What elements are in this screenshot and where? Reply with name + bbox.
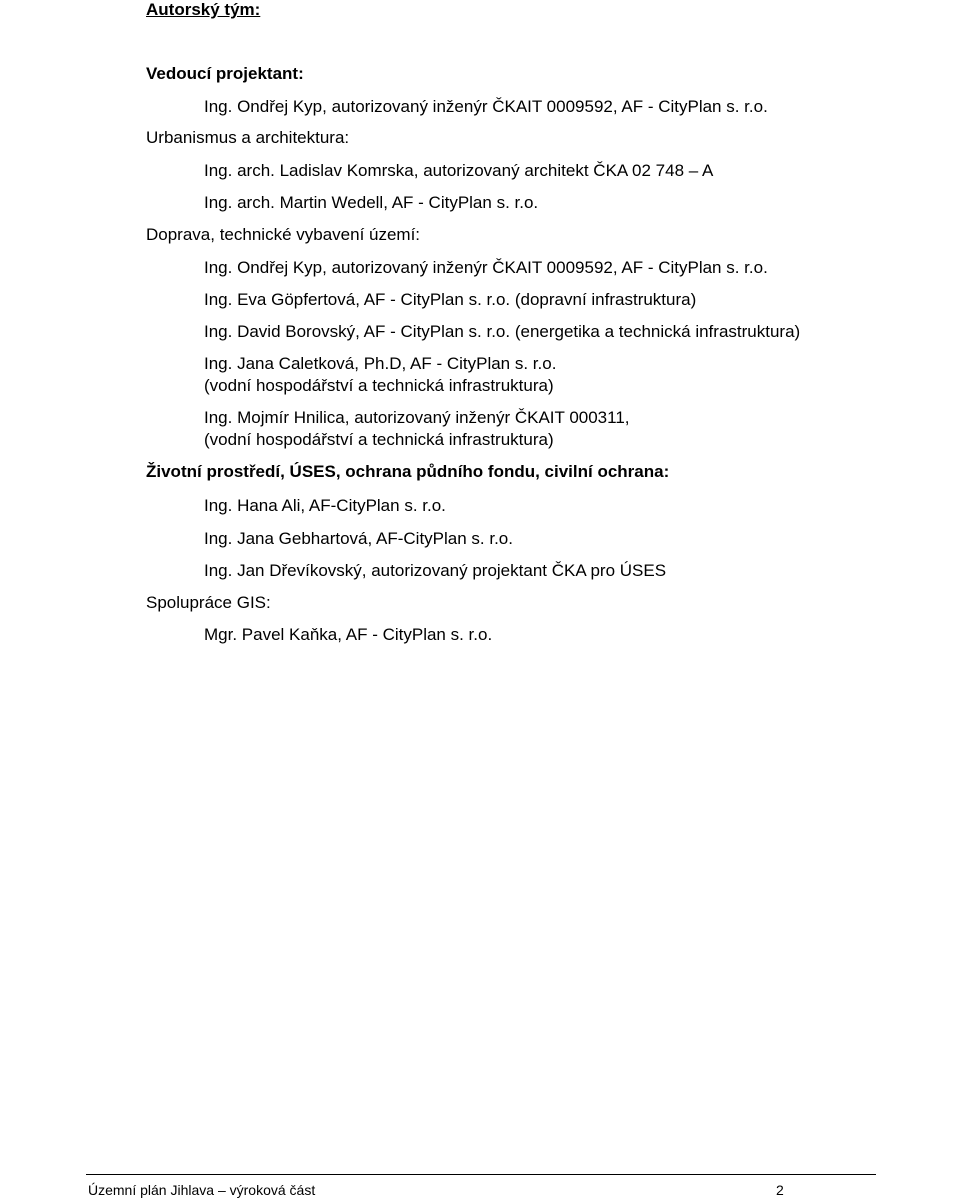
person-line: Ing. arch. Martin Wedell, AF - CityPlan s. r.o. [204, 193, 539, 212]
section-heading-transport: Doprava, technické vybavení území: [146, 225, 421, 244]
footer-divider [86, 1174, 876, 1175]
person-line: Ing. Eva Göpfertová, AF - CityPlan s. r.o. (dopravní infrastruktura) [204, 290, 697, 309]
person-line: Ing. Mojmír Hnilica, autorizovaný inženýr ČKAIT 000311, [204, 408, 630, 427]
person-line: Ing. Jan Dřevíkovský, autorizovaný projektant ČKA pro ÚSES [204, 561, 667, 580]
section-heading-gis: Spolupráce GIS: [146, 593, 271, 612]
person-line: (vodní hospodářství a technická infrastruktura) [204, 430, 554, 449]
person-line: Ing. Jana Caletková, Ph.D, AF - CityPlan s. r.o. [204, 354, 557, 373]
person-line: (vodní hospodářství a technická infrastruktura) [204, 376, 554, 395]
section-heading-lead: Vedoucí projektant: [146, 64, 304, 83]
person-line: Mgr. Pavel Kaňka, AF - CityPlan s. r.o. [204, 625, 493, 644]
person-line: Ing. Jana Gebhartová, AF-CityPlan s. r.o. [204, 529, 513, 548]
section-heading-urban: Urbanismus a architektura: [146, 128, 350, 147]
footer-document-title: Územní plán Jihlava – výroková část [88, 1182, 316, 1198]
section-heading-environment: Životní prostředí, ÚSES, ochrana půdního fondu, civilní ochrana: [146, 462, 670, 481]
page-title: Autorský tým: [146, 0, 261, 19]
page-number: 2 [776, 1182, 784, 1198]
person-line: Ing. David Borovský, AF - CityPlan s. r.o. (energetika a technická infrastruktura) [204, 322, 801, 341]
person-line: Ing. Ondřej Kyp, autorizovaný inženýr ČKAIT 0009592, AF - CityPlan s. r.o. [204, 258, 768, 277]
person-line: Ing. Hana Ali, AF-CityPlan s. r.o. [204, 496, 446, 515]
person-line: Ing. arch. Ladislav Komrska, autorizovaný architekt ČKA 02 748 – A [204, 161, 714, 180]
person-line: Ing. Ondřej Kyp, autorizovaný inženýr ČKAIT 0009592, AF - CityPlan s. r.o. [204, 97, 768, 116]
